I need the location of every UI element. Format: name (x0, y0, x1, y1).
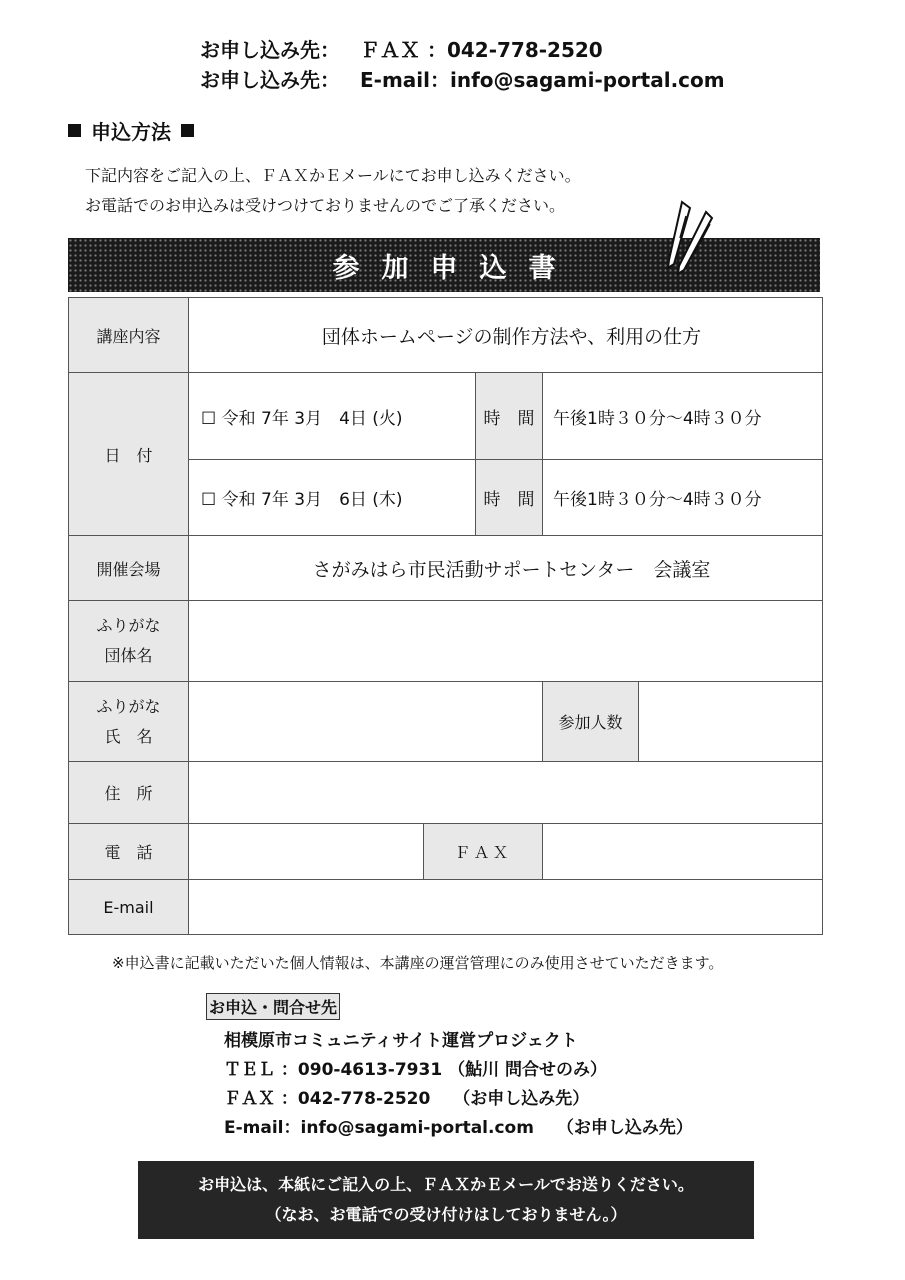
bottom-notice (138, 1161, 754, 1239)
venue-row (69, 536, 823, 601)
date-row-1 (69, 373, 823, 460)
fax-label: ＦＡＸ (424, 824, 543, 880)
contact-email: E-mail：info@sagami-portal.com （お申し込み先） (224, 1118, 693, 1138)
contact-org: 相模原市コミュニティサイト運営プロジェクト (224, 1031, 578, 1051)
group-row (69, 601, 823, 682)
form-title: 参加申込書 (332, 252, 578, 284)
square-bullet-icon (68, 124, 81, 137)
time-value-2: 午後1時３０分～4時３０分 (543, 460, 823, 536)
group-name-input[interactable] (189, 601, 823, 682)
phone-row (69, 824, 823, 880)
header-email-label: お申し込み先： (200, 68, 340, 92)
group-label-cell (69, 601, 189, 682)
date-option-2[interactable]: ☐ 令和 7年 3月 6日 (木) (189, 460, 476, 536)
contact-tel: ＴＥＬ ：090-4613-7931 （鮎川 問合せのみ） (224, 1060, 607, 1080)
venue-label: 開催会場 (69, 536, 189, 601)
name-furigana: ふりがな (96, 696, 161, 716)
bottom-notice-line-2: （なお、お電話での受け付けはしておりません。） (265, 1205, 627, 1224)
intro-line-1: 下記内容をご記入の上、ＦＡＸかＥメールにてお申し込みください。 (85, 166, 581, 185)
application-form-grid (68, 297, 823, 935)
header-fax-label: お申し込み先： (200, 38, 340, 62)
email-row (69, 880, 823, 935)
course-value: 団体ホームページの制作方法や、利用の仕方 (189, 298, 823, 373)
email-input[interactable] (189, 880, 823, 935)
time-label-2: 時 間 (476, 460, 543, 536)
participants-input[interactable] (639, 682, 823, 762)
name-label: 氏 名 (104, 726, 153, 746)
header-fax-value: ＦＡＸ ：042-778-2520 (360, 38, 603, 62)
group-label: 団体名 (104, 646, 153, 665)
bottom-notice-line-1: お申込は、本紙にご記入の上、ＦＡＸかＥメールでお送りください。 (198, 1175, 694, 1194)
header-fax-line (200, 34, 603, 63)
square-bullet-icon (181, 124, 194, 137)
name-label-cell (69, 682, 189, 762)
phone-label: 電 話 (69, 824, 189, 880)
intro-line-2: お電話でのお申込みは受けつけておりませんのでご了承ください。 (85, 196, 566, 215)
section-title (68, 116, 204, 145)
course-row (69, 298, 823, 373)
name-row (69, 682, 823, 762)
address-row (69, 762, 823, 824)
date-option-1[interactable]: ☐ 令和 7年 3月 4日 (火) (189, 373, 476, 460)
name-input[interactable] (189, 682, 543, 762)
fax-input[interactable] (543, 824, 823, 880)
address-input[interactable] (189, 762, 823, 824)
group-furigana: ふりがな (96, 616, 161, 635)
venue-value: さがみはら市民活動サポートセンター 会議室 (189, 536, 823, 601)
course-label: 講座内容 (69, 298, 189, 373)
section-title-text: 申込方法 (91, 120, 171, 144)
contact-heading: お申込・問合せ先 (206, 993, 340, 1020)
contact-fax: ＦＡＸ ：042-778-2520 （お申し込み先） (224, 1089, 590, 1109)
header-email-value: E-mail：info@sagami-portal.com (360, 68, 725, 92)
privacy-note: ※申込書に記載いただいた個人情報は、本講座の運営管理にのみ使用させていただきます。 (112, 954, 724, 972)
date-label: 日 付 (69, 373, 189, 536)
participants-label: 参加人数 (543, 682, 639, 762)
phone-input[interactable] (189, 824, 424, 880)
header-email-line (200, 64, 725, 93)
time-label-1: 時 間 (476, 373, 543, 460)
time-value-1: 午後1時３０分～4時３０分 (543, 373, 823, 460)
address-label: 住 所 (69, 762, 189, 824)
pen-icon (660, 198, 720, 278)
email-label: E-mail (69, 880, 189, 935)
